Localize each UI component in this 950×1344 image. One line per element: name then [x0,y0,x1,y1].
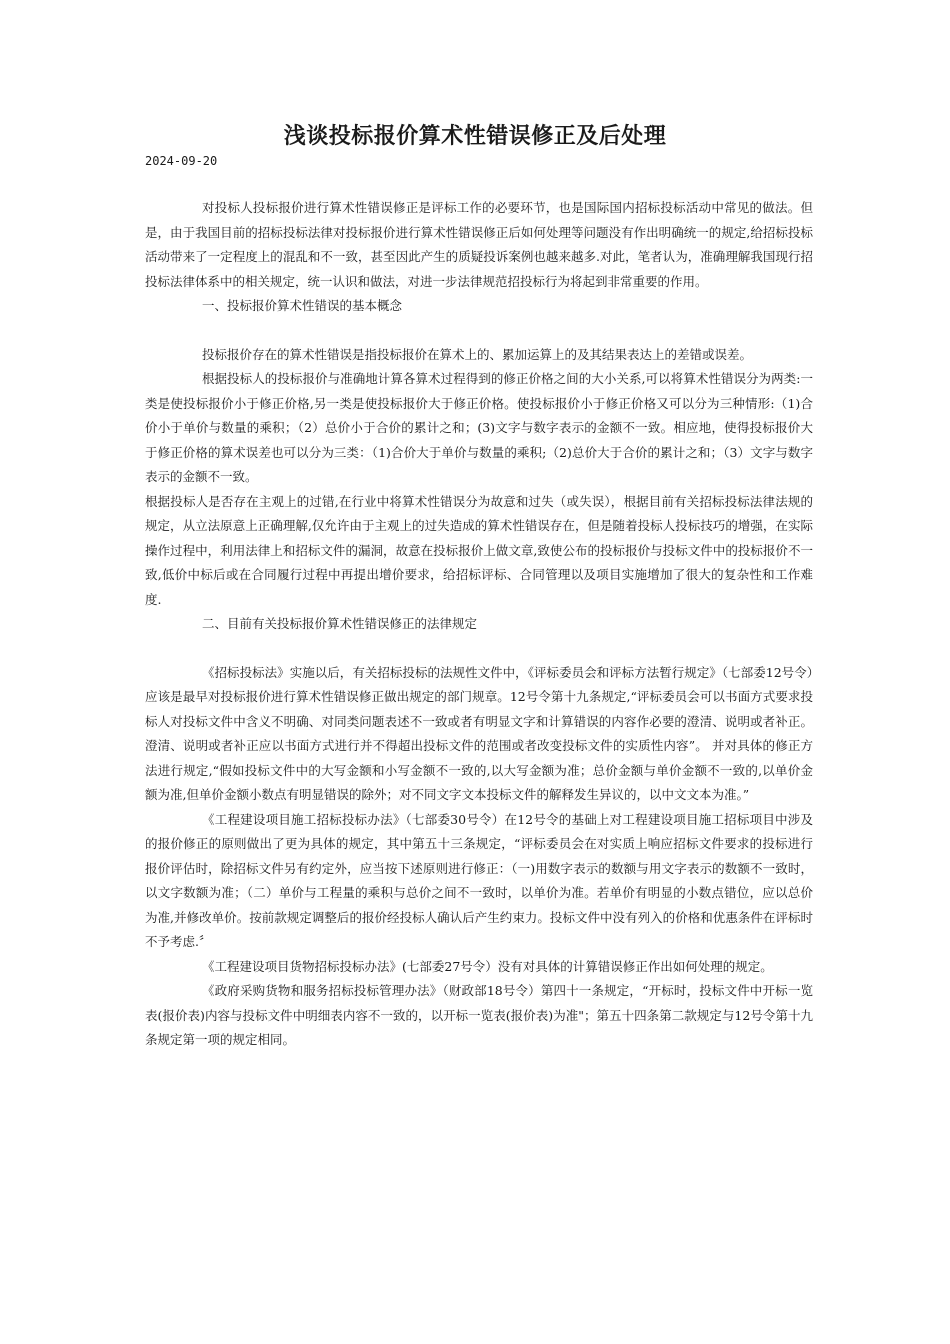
body-paragraph: 《政府采购货物和服务招标投标管理办法》（财政部18号令）第四十一条规定，“开标时，投标文件中开标一览表(报价表)内容与投标文件中明细表内容不一致的，以开标一览表(报价表)为准"；第五十四条第二款规定与12号令第十九条规定第一项的规定相同。 [145,983,813,1047]
intro-paragraph: 对投标人投标报价进行算术性错误修正是评标工作的必要环节，也是国际国内招标投标活动中常见的做法。但是，由于我国目前的招标投标法律对投标报价进行算术性错误修正后如何处理等问题没有作出明确统一的规定,给招标投标活动带来了一定程度上的混乱和不一致，甚至因此产生的质疑投诉案例也越来越多.对此，笔者认为，准确理解我国现行招投标法律体系中的相关规定，统一认识和做法，对进一步法律规范招投标行为将起到非常重要的作用。 [145,200,813,289]
section-heading-2: 二、目前有关投标报价算术性错误修正的法律规定 [202,616,478,631]
body-paragraph: 投标报价存在的算术性错误是指投标报价在算术上的、累加运算上的及其结果表达上的差错或误差。 [202,346,753,362]
body-paragraph: 根据投标人是否存在主观上的过错,在行业中将算术性错误分为故意和过失（或失误），根据目前有关招标投标法律法规的规定，从立法原意上正确理解,仅允许由于主观上的过失造成的算术性错误存在，但是随着投标人投标技巧的增强，在实际操作过程中，利用法律上和招标文件的漏洞，故意在投标报价上做文章,致使公布的投标报价与投标文件中的投标报价不一致,低价中标后或在合同履行过程中再提出增价要求，给招标评标、合同管理以及项目实施增加了很大的复杂性和工作难度. [145,493,813,607]
body-paragraph: 《工程建设项目施工招标投标办法》（七部委30号令）在12号令的基础上对工程建设项目施工招标项目中涉及的报价修正的原则做出了更为具体的规定，其中第五十三条规定，“评标委员会在对实质上响应招标文件要求的投标进行报价评估时，除招标文件另有约定外，应当按下述原则进行修正：（一)用数字表示的数额与用文字表示的数额不一致时，以文字数额为准；（二）单价与工程量的乘积与总价之间不一致时，以单价为准。若单价有明显的小数点错位，应以总价为准,并修改单价。按前款规定调整后的报价经投标人确认后产生约束力。投标文件中没有列入的价格和优惠条件在评标时不予考虑.〞 [145,811,813,949]
document-date: 2024-09-20 [145,154,218,168]
body-paragraph: 《招标投标法》实施以后，有关招标投标的法规性文件中，《评标委员会和评标方法暂行规定》（七部委12号令）应该是最早对投标报价进行算术性错误修正做出规定的部门规章。12号令第十九条规定,“评标委员会可以书面方式要求投标人对投标文件中含义不明确、对同类问题表述不一致或者有明显文字和计算错误的内容作必要的澄清、说明或者补正。澄清、说明或者补正应以书面方式进行并不得超出投标文件的范围或者改变投标文件的实质性内容”。 并对具体的修正方法进行规定,“假如投标文件中的大写金额和小写金额不一致的,以大写金额为准；总价金额与单价金额不一致的,以单价金额为准,但单价金额小数点有明显错误的除外；对不同文字文本投标文件的解释发生异议的，以中文文本为准。” [145,664,813,802]
section-heading-1: 一、投标报价算术性错误的基本概念 [202,298,403,313]
document-title: 浅谈投标报价算术性错误修正及后处理 [283,124,667,149]
body-paragraph: 《工程建设项目货物招标投标办法》(七部委27号令）没有对具体的计算错误修正作出如何处理的规定。 [202,958,773,974]
body-paragraph: 根据投标人的投标报价与准确地计算各算术过程得到的修正价格之间的大小关系,可以将算术性错误分为两类:一类是使投标报价小于修正价格,另一类是使投标报价大于修正价格。使投标报价小于修正价格又可以分为三种情形:（1)合价小于单价与数量的乘积；（2）总价小于合价的累计之和；(3)文字与数字表示的金额不一致。相应地，使得投标报价大于修正价格的算术误差也可以分为三类：（1)合价大于单价与数量的乘积;（2)总价大于合价的累计之和；（3）文字与数字表示的金额不一致。 [145,371,813,484]
document-body [145,196,813,1053]
